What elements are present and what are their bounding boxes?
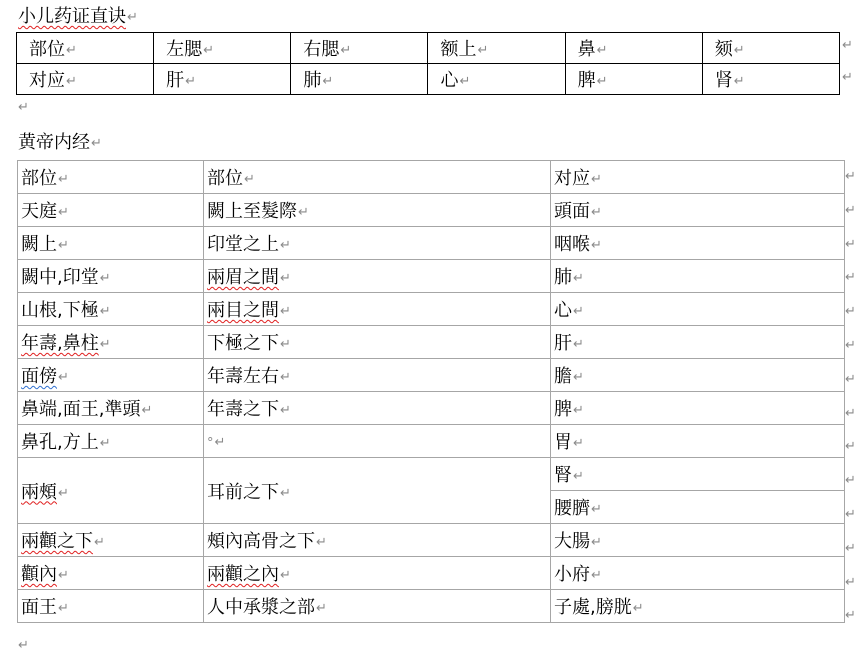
cell-mark-icon: ↵ xyxy=(573,370,584,385)
cell-text: 脾 xyxy=(554,399,572,420)
table-cell[interactable] xyxy=(17,33,154,64)
cell-text: 对应 xyxy=(29,70,65,91)
row-end-mark-icon: ↵ xyxy=(845,540,856,556)
cell-mark-icon: ↵ xyxy=(596,43,608,58)
row-end-mark-icon: ↵ xyxy=(845,473,856,489)
cell-text: 頭面 xyxy=(554,201,590,222)
table-cell[interactable] xyxy=(204,392,551,425)
table-cell[interactable] xyxy=(18,227,204,260)
cell-mark-icon: ↵ xyxy=(591,172,602,187)
cell-text: 顴內 xyxy=(21,564,57,585)
cell-text: ° xyxy=(207,435,214,451)
cell-mark-icon: ↵ xyxy=(58,485,69,501)
cell-mark-icon: ↵ xyxy=(316,601,327,616)
cell-mark-icon: ↵ xyxy=(280,238,291,253)
cell-mark-icon: ↵ xyxy=(733,74,745,89)
table-header-cell[interactable] xyxy=(18,161,204,194)
cell-mark-icon: ↵ xyxy=(316,535,327,550)
cell-text: 肺 xyxy=(303,70,322,91)
table-cell[interactable] xyxy=(204,194,551,227)
cell-text: 人中承漿之部 xyxy=(207,597,315,618)
cell-mark-icon: ↵ xyxy=(591,535,602,550)
table-cell[interactable] xyxy=(154,64,291,95)
table-row xyxy=(17,64,840,95)
row-end-mark-icon: ↵ xyxy=(845,574,856,590)
row-end-mark-icon: ↵ xyxy=(842,70,853,85)
table-cell[interactable] xyxy=(551,260,845,293)
cell-text: 耳前之下 xyxy=(207,481,279,503)
cell-mark-icon: ↵ xyxy=(298,205,309,220)
row-end-mark-icon: ↵ xyxy=(845,371,856,387)
cell-mark-icon: ↵ xyxy=(591,568,602,583)
cell-mark-icon: ↵ xyxy=(214,434,226,450)
cell-mark-icon: ↵ xyxy=(58,238,69,253)
table-header-cell[interactable] xyxy=(551,161,845,194)
table-row xyxy=(18,293,845,326)
table-cell[interactable] xyxy=(204,458,551,524)
table-cell[interactable] xyxy=(565,33,702,64)
table-cell[interactable] xyxy=(551,590,845,623)
heading1-text: 小儿药证直诀 xyxy=(18,6,126,27)
cell-text: 兩眉之間 xyxy=(207,267,279,288)
cell-text: 年壽之下 xyxy=(207,399,279,420)
cell-text: 天庭 xyxy=(21,201,57,222)
cell-text: 鼻孔,方上 xyxy=(21,432,99,453)
cell-mark-icon: ↵ xyxy=(141,403,153,418)
row-end-mark-icon: ↵ xyxy=(845,304,856,320)
empty-paragraph[interactable] xyxy=(18,638,29,653)
cell-text: 腰臍 xyxy=(554,498,590,519)
table-cell[interactable] xyxy=(565,64,702,95)
cell-mark-icon: ↵ xyxy=(591,238,602,253)
table-cell[interactable] xyxy=(154,33,291,64)
paragraph-mark-icon: ↵ xyxy=(127,10,138,25)
cell-mark-icon: ↵ xyxy=(94,535,105,550)
row-end-marks xyxy=(845,160,856,633)
cell-text: 兩顴之下 xyxy=(21,531,93,552)
cell-text: 部位 xyxy=(21,168,57,189)
cell-text: 鼻 xyxy=(577,39,596,60)
table-cell[interactable] xyxy=(204,524,551,557)
cell-mark-icon: ↵ xyxy=(280,485,291,501)
cell-text: 肝 xyxy=(554,333,572,354)
table-cell[interactable] xyxy=(551,326,845,359)
table-row xyxy=(18,392,845,425)
table-cell[interactable] xyxy=(18,425,204,458)
table-cell[interactable] xyxy=(291,64,428,95)
row-end-mark-icon: ↵ xyxy=(845,337,856,353)
cell-mark-icon: ↵ xyxy=(573,271,584,286)
row-end-mark-icon: ↵ xyxy=(845,439,856,455)
table-cell[interactable] xyxy=(551,458,845,491)
cell-mark-icon: ↵ xyxy=(322,74,334,89)
cell-text: 心 xyxy=(440,70,459,91)
table-row xyxy=(18,524,845,557)
cell-text: 心 xyxy=(554,300,572,321)
cell-text: 左腮 xyxy=(166,39,203,60)
table-cell[interactable] xyxy=(204,557,551,590)
cell-text: 兩目之間 xyxy=(207,300,279,321)
table-row xyxy=(18,326,845,359)
cell-mark-icon: ↵ xyxy=(66,74,77,89)
row-end-mark-icon: ↵ xyxy=(845,506,856,522)
empty-paragraph[interactable] xyxy=(18,100,29,115)
cell-mark-icon: ↵ xyxy=(280,403,291,418)
table-cell[interactable] xyxy=(18,458,204,524)
cell-text: 腎 xyxy=(554,465,572,486)
table-cell[interactable] xyxy=(551,491,845,524)
cell-text: 年壽,鼻柱 xyxy=(21,333,99,354)
table-cell[interactable] xyxy=(204,260,551,293)
table-cell[interactable] xyxy=(551,359,845,392)
cell-mark-icon: ↵ xyxy=(203,43,215,58)
cell-text: 子處,膀胱 xyxy=(554,597,632,618)
cell-mark-icon: ↵ xyxy=(58,205,69,220)
row-end-mark-icon: ↵ xyxy=(845,608,856,624)
heading-xiaoer-yaozheng-zhijue[interactable] xyxy=(18,6,138,29)
table-cell[interactable] xyxy=(18,326,204,359)
cell-mark-icon: ↵ xyxy=(573,469,584,484)
table-cell[interactable] xyxy=(204,293,551,326)
table-row xyxy=(18,359,845,392)
row-end-mark-icon: ↵ xyxy=(845,202,856,218)
table-cell[interactable] xyxy=(18,590,204,623)
table-row xyxy=(17,33,840,64)
table-cell[interactable] xyxy=(18,392,204,425)
cell-mark-icon: ↵ xyxy=(280,568,291,583)
cell-mark-icon: ↵ xyxy=(244,172,255,187)
table-cell[interactable] xyxy=(551,392,845,425)
cell-mark-icon: ↵ xyxy=(591,205,602,220)
table-cell[interactable] xyxy=(18,557,204,590)
cell-mark-icon: ↵ xyxy=(573,304,584,319)
cell-mark-icon: ↵ xyxy=(591,502,602,517)
cell-text: 对应 xyxy=(554,168,590,189)
cell-mark-icon: ↵ xyxy=(459,74,471,89)
table-cell[interactable] xyxy=(551,425,845,458)
table-row xyxy=(18,425,845,458)
cell-mark-icon: ↵ xyxy=(573,337,584,352)
cell-mark-icon: ↵ xyxy=(733,43,745,58)
row-end-mark-icon: ↵ xyxy=(845,270,856,286)
table-row xyxy=(18,557,845,590)
table-row xyxy=(18,458,845,491)
cell-text: 小府 xyxy=(554,564,590,585)
cell-mark-icon: ↵ xyxy=(280,370,291,385)
table-cell[interactable] xyxy=(204,326,551,359)
paragraph-mark-icon: ↵ xyxy=(91,136,102,151)
table-cell[interactable] xyxy=(702,64,839,95)
cell-text: 闕中,印堂 xyxy=(21,267,99,288)
table-cell[interactable] xyxy=(204,590,551,623)
cell-text: 年壽左右 xyxy=(207,366,279,387)
cell-text: 山根,下極 xyxy=(21,300,99,321)
table-cell[interactable] xyxy=(18,359,204,392)
paragraph-mark-icon: ↵ xyxy=(18,638,29,653)
cell-text: 闕上 xyxy=(21,234,57,255)
cell-text: 下極之下 xyxy=(207,333,279,354)
cell-text: 大腸 xyxy=(554,531,590,552)
cell-mark-icon: ↵ xyxy=(573,436,584,451)
table-cell[interactable] xyxy=(551,293,845,326)
paragraph-mark-icon: ↵ xyxy=(18,100,29,115)
cell-text: 颏 xyxy=(714,39,733,60)
cell-mark-icon: ↵ xyxy=(596,74,608,89)
table-cell[interactable] xyxy=(18,194,204,227)
table-cell[interactable] xyxy=(551,524,845,557)
cell-text: 闕上至髮際 xyxy=(207,201,297,222)
cell-text: 印堂之上 xyxy=(207,234,279,255)
table-cell[interactable] xyxy=(291,33,428,64)
table-cell[interactable] xyxy=(18,524,204,557)
cell-text: 鼻端,面王,準頭 xyxy=(21,399,141,420)
cell-mark-icon: ↵ xyxy=(66,43,77,58)
row-end-mark-icon: ↵ xyxy=(845,405,856,421)
table-cell[interactable] xyxy=(204,425,551,458)
table-cell[interactable] xyxy=(204,359,551,392)
cell-mark-icon: ↵ xyxy=(58,601,69,616)
cell-text: 頰內高骨之下 xyxy=(207,531,315,552)
cell-text: 肝 xyxy=(166,70,185,91)
cell-text: 兩頰 xyxy=(21,481,57,503)
table-row xyxy=(18,194,845,227)
correspondence-table-2 xyxy=(17,160,845,623)
cell-mark-icon: ↵ xyxy=(58,568,69,583)
table-row xyxy=(18,260,845,293)
heading-huangdi-neijing[interactable] xyxy=(18,132,102,155)
table-header-row xyxy=(18,161,845,194)
cell-mark-icon: ↵ xyxy=(99,304,111,319)
table-cell[interactable] xyxy=(17,64,154,95)
table-cell[interactable] xyxy=(18,260,204,293)
cell-text: 脾 xyxy=(577,70,596,91)
cell-text: 面王 xyxy=(21,597,57,618)
table-row xyxy=(18,227,845,260)
cell-mark-icon: ↵ xyxy=(280,337,291,352)
table-header-cell[interactable] xyxy=(204,161,551,194)
table-cell[interactable] xyxy=(204,227,551,260)
cell-mark-icon: ↵ xyxy=(99,271,111,286)
cell-mark-icon: ↵ xyxy=(185,74,197,89)
table-row xyxy=(18,590,845,623)
cell-mark-icon: ↵ xyxy=(340,43,352,58)
cell-text: 兩顴之內 xyxy=(207,564,279,585)
cell-text: 肺 xyxy=(554,267,572,288)
cell-mark-icon: ↵ xyxy=(99,337,111,352)
cell-mark-icon: ↵ xyxy=(58,172,69,187)
cell-mark-icon: ↵ xyxy=(280,304,291,319)
cell-mark-icon: ↵ xyxy=(573,403,584,418)
table-cell[interactable] xyxy=(428,33,565,64)
cell-text: 部位 xyxy=(29,39,65,60)
cell-text: 肾 xyxy=(714,70,733,91)
table-cell[interactable] xyxy=(551,227,845,260)
correspondence-table-1 xyxy=(16,32,840,95)
table-cell[interactable] xyxy=(551,194,845,227)
table-cell[interactable] xyxy=(551,557,845,590)
cell-text: 额上 xyxy=(440,39,477,60)
cell-mark-icon: ↵ xyxy=(58,370,69,385)
heading2-text: 黄帝内经 xyxy=(18,132,90,153)
cell-mark-icon: ↵ xyxy=(632,601,644,616)
table-cell[interactable] xyxy=(18,293,204,326)
cell-text: 右腮 xyxy=(303,39,340,60)
table-cell[interactable] xyxy=(428,64,565,95)
row-end-mark-icon: ↵ xyxy=(845,236,856,252)
row-end-mark-icon: ↵ xyxy=(842,38,853,53)
cell-mark-icon: ↵ xyxy=(477,43,489,58)
cell-mark-icon: ↵ xyxy=(99,436,111,451)
cell-text: 部位 xyxy=(207,168,243,189)
row-end-mark-icon: ↵ xyxy=(845,169,856,184)
cell-text: 胃 xyxy=(554,432,572,453)
cell-text: 面傍 xyxy=(21,366,57,387)
table-cell[interactable] xyxy=(702,33,839,64)
cell-text: 咽喉 xyxy=(554,234,590,255)
cell-text: 膽 xyxy=(554,366,572,387)
cell-mark-icon: ↵ xyxy=(280,271,291,286)
